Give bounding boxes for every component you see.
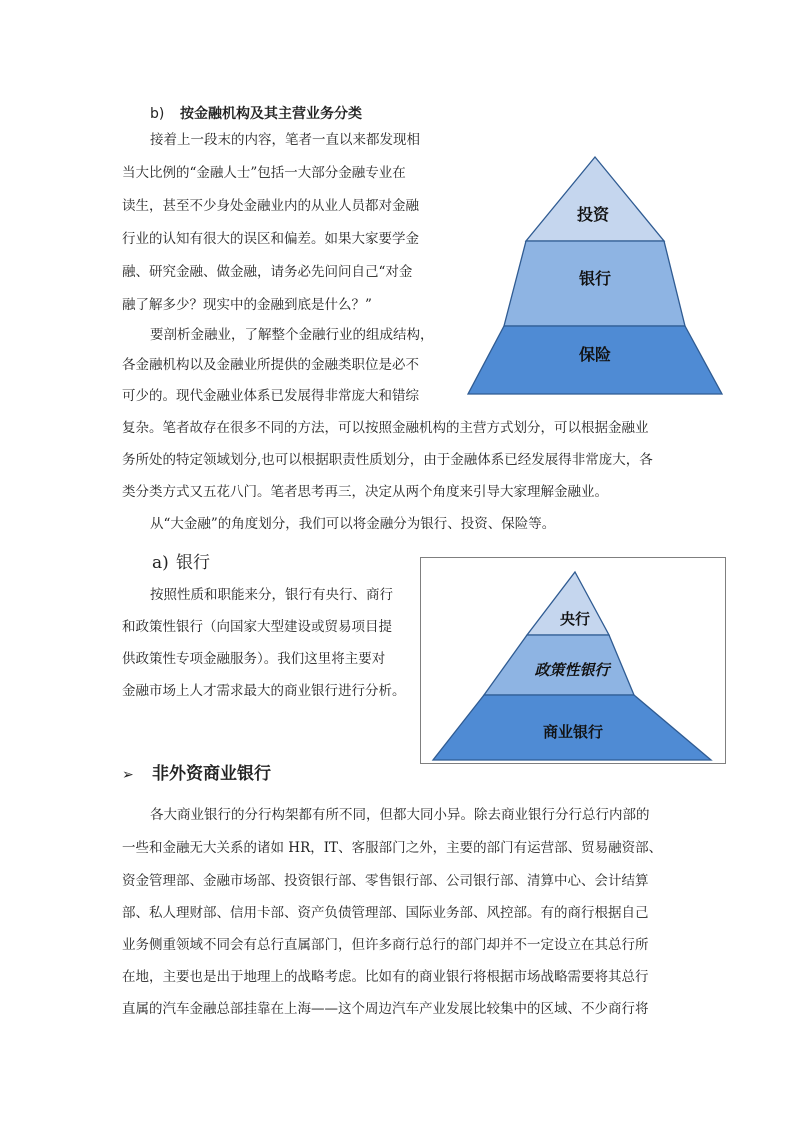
para4-line-2: 和政策性银行（向国家大型建设或贸易项目提 (122, 619, 392, 635)
section-bullet-title: 非外资商业银行 (152, 764, 271, 784)
para5-line-2: 一些和金融无大关系的诸如 HR，IT、客服部门之外，主要的部门有运营部、贸易融资部、 (122, 840, 663, 856)
pyramid1-label-middle: 银行 (578, 269, 612, 288)
para2-line-4: 复杂。笔者故存在很多不同的方法，可以按照金融机构的主营方式划分，可以根据金融业 (122, 420, 649, 436)
para1-line-5: 融、研究金融、做金融，请务必先问问自己“对金 (122, 264, 413, 280)
para1-line-1: 接着上一段末的内容，笔者一直以来都发现相 (150, 132, 420, 148)
pyramid-diagram-banks-frame (420, 557, 726, 764)
para2-line-1: 要剖析金融业，了解整个金融行业的组成结构， (150, 327, 434, 343)
para1-line-2: 当大比例的“金融人士”包括一大部分金融专业在 (122, 165, 406, 181)
pyramid2-label-bottom: 商业银行 (542, 723, 604, 741)
arrow-bullet-icon: ➢ (122, 767, 134, 783)
pyramid1-label-top: 投资 (576, 205, 610, 224)
para1-line-3: 读生，甚至不少身处金融业内的从业人员都对金融 (122, 198, 419, 214)
para2-line-2: 各金融机构以及金融业所提供的金融类职位是必不 (122, 357, 419, 373)
pyramid-diagram-finance (464, 150, 726, 400)
section-b-heading (150, 103, 362, 123)
para2-line-5: 务所处的特定领域划分,也可以根据职责性质划分，由于金融体系已经发展得非常庞大，各 (122, 452, 653, 468)
para1-line-6: 融了解多少？现实中的金融到底是什么？” (122, 297, 372, 313)
pyramid-diagram-banks (421, 558, 725, 763)
section-b-title: 按金融机构及其主营业务分类 (180, 106, 362, 122)
pyramid1-top-tier (526, 157, 664, 241)
section-a-tag: a) (152, 553, 169, 573)
para5-line-7: 直属的汽车金融总部挂靠在上海——这个周边汽车产业发展比较集中的区域、不少商行将 (122, 1001, 649, 1017)
para4-line-3: 供政策性专项金融服务）。我们这里将主要对 (122, 651, 386, 667)
para3-line: 从“大金融”的角度划分，我们可以将金融分为银行、投资、保险等。 (150, 516, 556, 532)
para4-line-1: 按照性质和职能来分，银行有央行、商行 (150, 587, 393, 603)
pyramid1-label-bottom: 保险 (578, 345, 612, 364)
section-b-tag: b) (150, 106, 165, 122)
section-a-heading (152, 548, 210, 573)
para2-line-6: 类分类方式又五花八门。笔者思考再三，决定从两个角度来引导大家理解金融业。 (122, 484, 608, 500)
para5-line-6: 在地，主要也是出于地理上的战略考虑。比如有的商业银行将根据市场战略需要将其总行 (122, 969, 649, 985)
para5-line-5: 业务侧重领域不同会有总行直属部门，但许多商行总行的部门却并不一定设立在其总行所 (122, 937, 649, 953)
para4-line-4: 金融市场上人才需求最大的商业银行进行分析。 (122, 683, 406, 699)
section-a-title: 银行 (176, 553, 210, 573)
pyramid2-label-top: 央行 (559, 610, 591, 628)
para5-line-4: 部、私人理财部、信用卡部、资产负债管理部、国际业务部、风控部。有的商行根据自己 (122, 905, 649, 921)
para5-line-1: 各大商业银行的分行构架都有所不同，但都大同小异。除去商业银行分行总行内部的 (150, 807, 650, 823)
para1-line-4: 行业的认知有很大的误区和偏差。如果大家要学金 (122, 231, 419, 247)
para2-line-3: 可少的。现代金融业体系已发展得非常庞大和错综 (122, 388, 419, 404)
section-bullet-heading (122, 759, 271, 784)
pyramid2-label-middle: 政策性银行 (534, 661, 610, 679)
para5-line-3: 资金管理部、金融市场部、投资银行部、零售银行部、公司银行部、清算中心、会计结算 (122, 873, 649, 889)
